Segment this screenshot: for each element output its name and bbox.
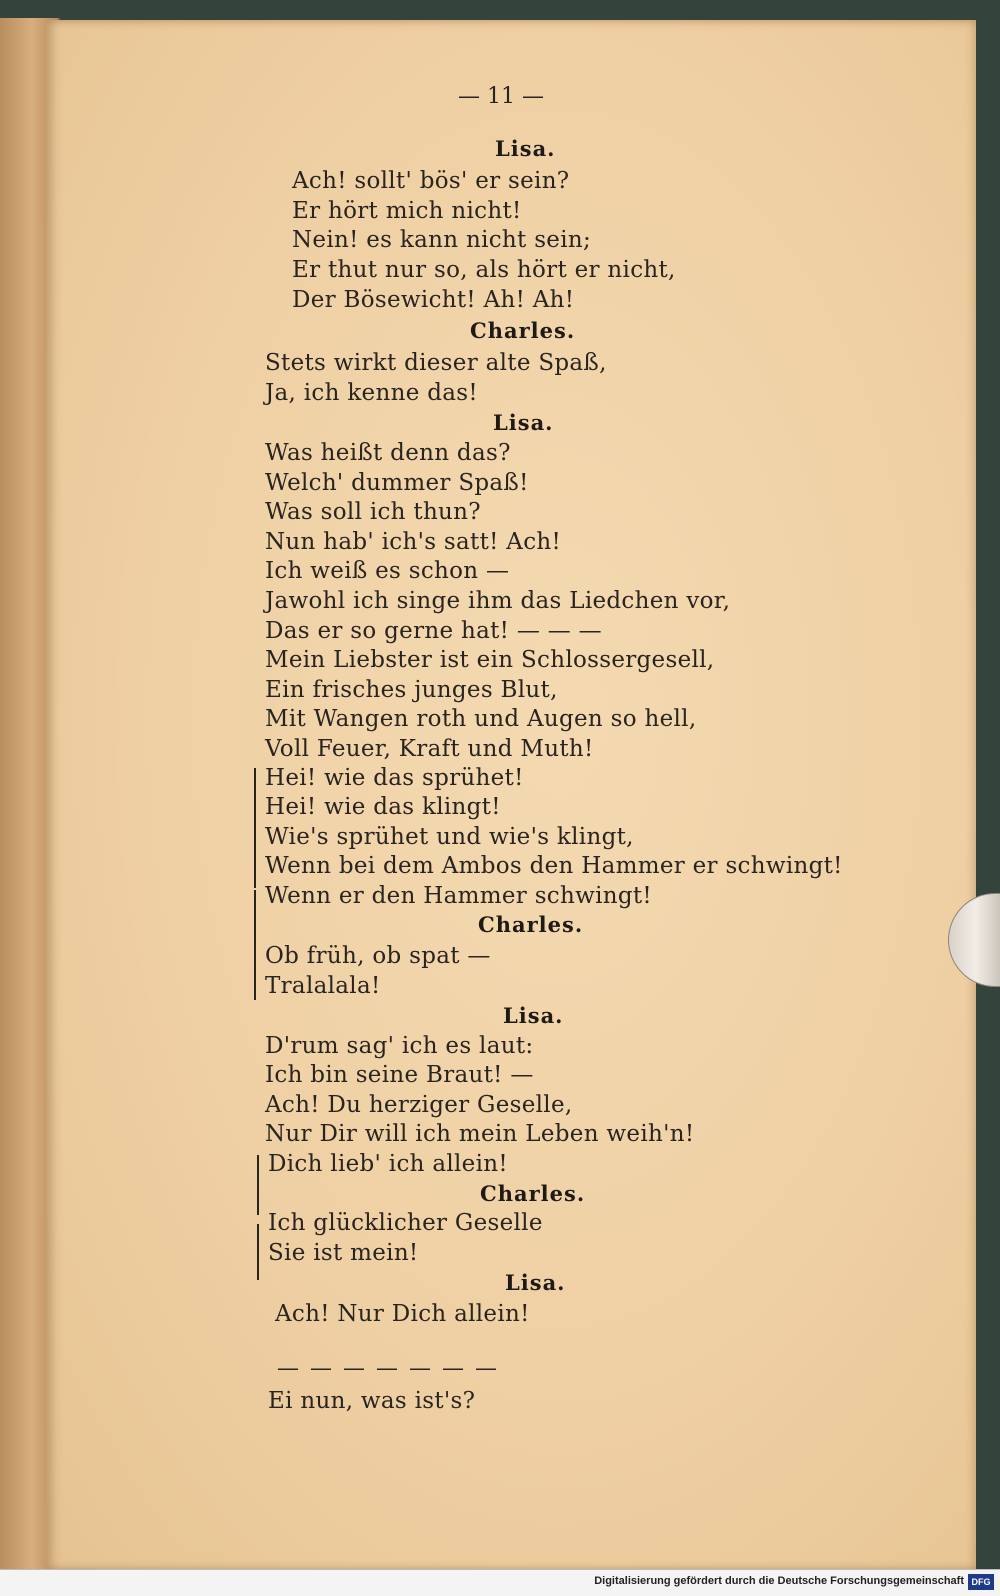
verse-line: Hei! wie das sprühet!	[265, 765, 524, 791]
verse-line: Voll Feuer, Kraft und Muth!	[265, 736, 594, 762]
verse-brace	[257, 1224, 263, 1280]
verse-line: Ob früh, ob spat —	[265, 943, 491, 969]
verse-line: Der Bösewicht! Ah! Ah!	[292, 287, 575, 313]
verse-line: Mit Wangen roth und Augen so hell,	[265, 706, 697, 732]
verse-line: D'rum sag' ich es laut:	[265, 1033, 534, 1059]
verse-line: Stets wirkt dieser alte Spaß,	[265, 350, 607, 376]
verse-line: Sie ist mein!	[268, 1240, 419, 1266]
speaker-label: Charles.	[470, 318, 576, 343]
verse-brace	[257, 1155, 263, 1215]
verse-line: Ich weiß es schon —	[265, 558, 510, 584]
footer-credit: Digitalisierung gefördert durch die Deutsche Forschungsgemeinschaft	[594, 1575, 964, 1587]
verse-line: Nun hab' ich's satt! Ach!	[265, 529, 562, 555]
verse-line: Ach! Nur Dich allein!	[275, 1301, 530, 1327]
verse-line: Nein! es kann nicht sein;	[292, 227, 592, 253]
verse-line: Wenn bei dem Ambos den Hammer er schwingt!	[265, 853, 843, 879]
verse-line: Was soll ich thun?	[265, 499, 481, 525]
verse-line: Das er so gerne hat! — — —	[265, 618, 602, 644]
speaker-label: Lisa.	[493, 410, 554, 435]
dfg-logo: DFG	[968, 1574, 994, 1590]
dash-rule: — — — — — — —	[277, 1356, 499, 1381]
verse-line: Wie's sprühet und wie's klingt,	[265, 824, 634, 850]
verse-line: Tralalala!	[265, 973, 381, 999]
speaker-label: Lisa.	[495, 136, 556, 161]
verse-line: Ach! sollt' bös' er sein?	[292, 168, 570, 194]
verse-line: Dich lieb' ich allein!	[268, 1151, 508, 1177]
verse-line: Hei! wie das klingt!	[265, 794, 501, 820]
verse-line: Mein Liebster ist ein Schlossergesell,	[265, 647, 715, 673]
verse-line: Ein frisches junges Blut,	[265, 677, 558, 703]
verse-line: Ja, ich kenne das!	[265, 380, 478, 406]
footer-bar	[0, 1569, 1000, 1596]
verse-brace	[254, 768, 260, 888]
verse-brace	[254, 890, 260, 1000]
speaker-label: Charles.	[478, 912, 584, 937]
speaker-label: Lisa.	[505, 1270, 566, 1295]
verse-line: Ei nun, was ist's?	[268, 1388, 476, 1414]
verse-line: Nur Dir will ich mein Leben weih'n!	[265, 1121, 695, 1147]
verse-line: Was heißt denn das?	[265, 440, 511, 466]
verse-line: Er thut nur so, als hört er nicht,	[292, 257, 676, 283]
verse-line: Welch' dummer Spaß!	[265, 470, 529, 496]
speaker-label: Charles.	[480, 1181, 586, 1206]
page-number: — 11 —	[458, 84, 544, 109]
speaker-label: Lisa.	[503, 1003, 564, 1028]
verse-line: Ich glücklicher Geselle	[268, 1210, 543, 1236]
verse-line: Ach! Du herziger Geselle,	[265, 1092, 573, 1118]
verse-line: Wenn er den Hammer schwingt!	[265, 883, 652, 909]
verse-line: Jawohl ich singe ihm das Liedchen vor,	[265, 588, 731, 614]
verse-line: Er hört mich nicht!	[292, 198, 522, 224]
verse-line: Ich bin seine Braut! —	[265, 1062, 534, 1088]
